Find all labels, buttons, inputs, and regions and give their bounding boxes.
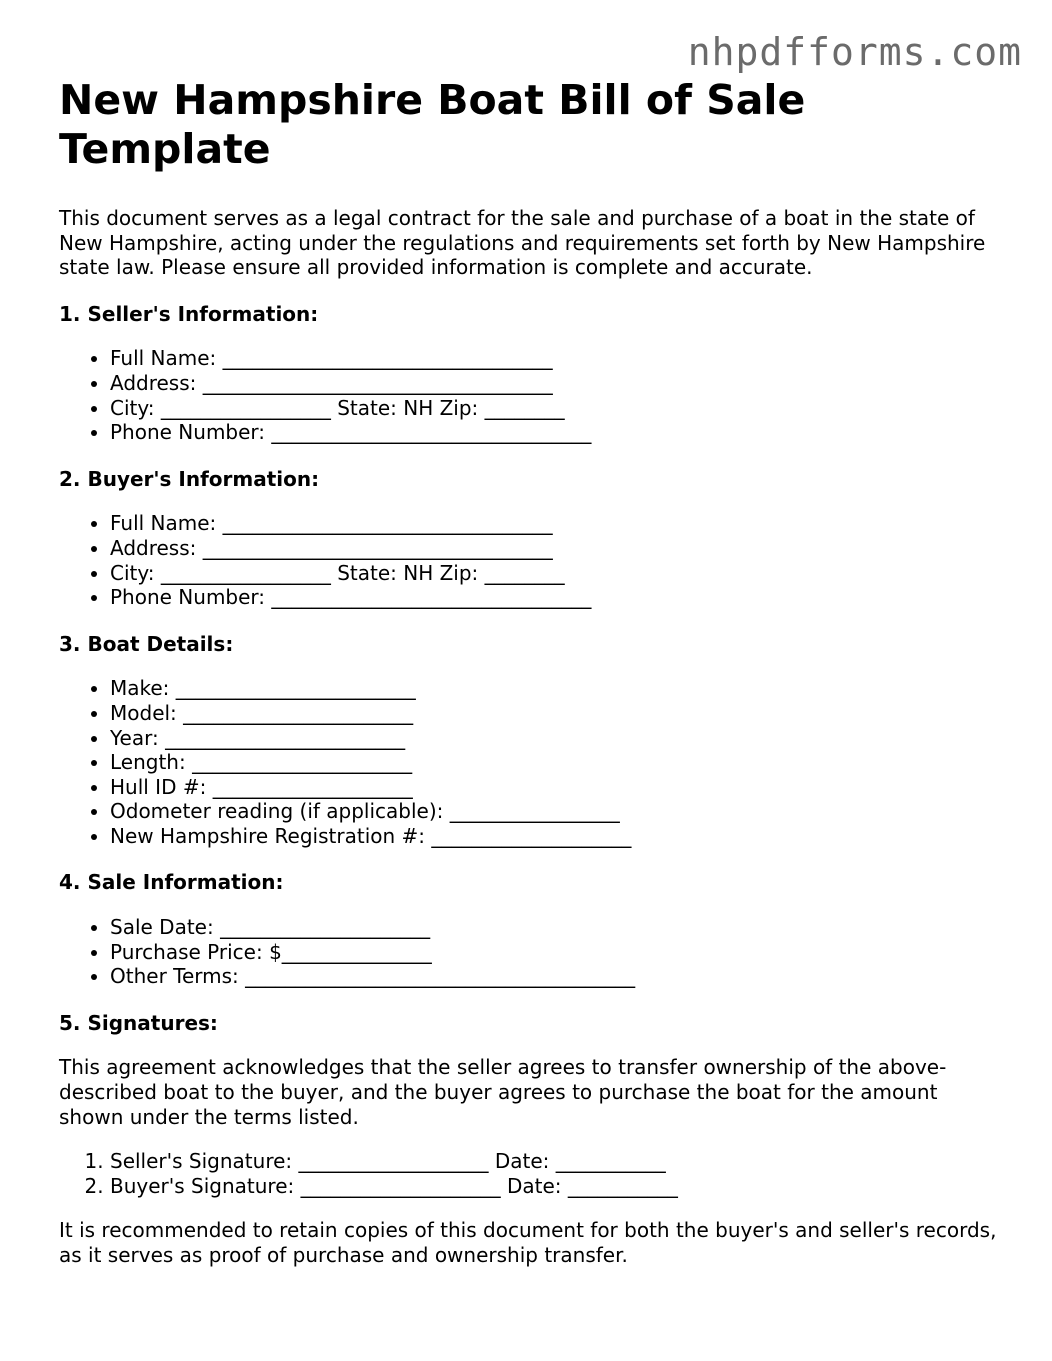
buyer-fields-list [59,511,999,609]
seller-heading: 1. Seller's Information: [59,301,319,326]
buyer-phone-field: • Phone Number: ________________________________ [110,585,999,610]
purchase-price-field: • Purchase Price: $_______________ [110,940,999,965]
document-page [59,76,999,1268]
buyer-heading: 2. Buyer's Information: [59,466,320,491]
boat-length-field: • Length: ______________________ [110,750,999,775]
sale-info-heading: 4. Sale Information: [59,870,284,895]
boat-details-heading: 3. Boat Details: [59,631,234,656]
other-terms-field: • Other Terms: _______________________________________ [110,964,999,989]
signatures-heading: 5. Signatures: [59,1010,218,1035]
intro-paragraph: This document serves as a legal contract for the sale and purchase of a boat in the state of New Hampshire, acting under the regulations and requirements set forth by New Hampshire state law. Please ensure all provided information is complete and accurate. [59,206,986,280]
boat-model-field: • Model: _______________________ [110,701,999,726]
site-watermark: nhpdfforms.com [687,30,1022,74]
page-title: New Hampshire Boat Bill of Sale Template [59,76,806,173]
boat-fields-list [59,676,999,848]
buyer-signature-line: 2. Buyer's Signature: ____________________ Date: ___________ [110,1174,999,1199]
boat-make-field: • Make: ________________________ [110,676,999,701]
seller-full-name-field: • Full Name: _________________________________ [110,346,999,371]
boat-registration-field: • New Hampshire Registration #: ____________________ [110,824,999,849]
buyer-city-state-zip-field: • City: _________________ State: NH Zip: ________ [110,561,999,586]
sale-date-field: • Sale Date: _____________________ [110,915,999,940]
signatures-paragraph: This agreement acknowledges that the seller agrees to transfer ownership of the above-described boat to the buyer, and the buyer agrees to purchase the boat for the amount shown under the terms listed. [59,1055,947,1129]
seller-signature-line: 1. Seller's Signature: ___________________ Date: ___________ [110,1149,999,1174]
sale-fields-list [59,915,999,989]
boat-year-field: • Year: ________________________ [110,726,999,751]
seller-address-field: • Address: ___________________________________ [110,371,999,396]
boat-odometer-field: • Odometer reading (if applicable): _________________ [110,799,999,824]
boat-hull-id-field: • Hull ID #: ____________________ [110,775,999,800]
closing-paragraph: It is recommended to retain copies of this document for both the buyer's and seller's records, as it serves as proof of purchase and ownership transfer. [59,1218,997,1267]
seller-fields-list [59,346,999,444]
seller-city-state-zip-field: • City: _________________ State: NH Zip: ________ [110,396,999,421]
buyer-address-field: • Address: ___________________________________ [110,536,999,561]
signature-lines-list [59,1149,999,1198]
buyer-full-name-field: • Full Name: _________________________________ [110,511,999,536]
seller-phone-field: • Phone Number: ________________________________ [110,420,999,445]
